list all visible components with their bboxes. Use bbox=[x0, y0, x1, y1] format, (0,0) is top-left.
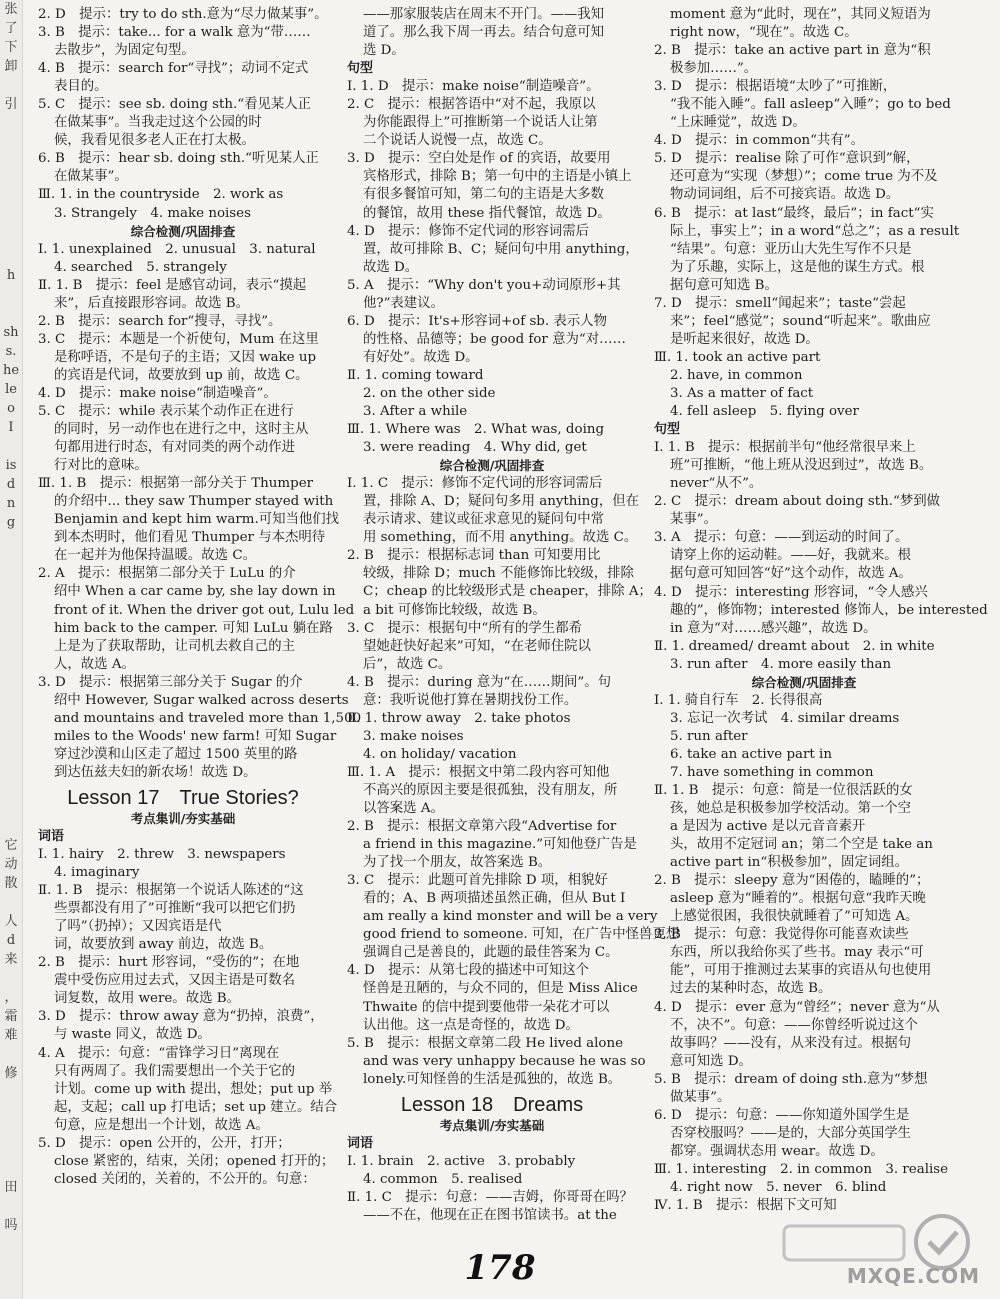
answer-line: 3. B 提示：句意：我觉得你可能喜欢读些 bbox=[654, 927, 909, 943]
answer-line: Ⅲ. 1. in the countryside 2. work as bbox=[38, 187, 284, 203]
answer-line: 故事吗？——没有，从来没有过。根据句 bbox=[670, 1035, 912, 1051]
answer-line: 6. B 提示：at last“最终，最后”；in fact“实 bbox=[654, 205, 934, 221]
answer-line: Ⅲ. 1. A 提示：根据文中第二段内容可知他 bbox=[347, 764, 610, 780]
answer-line: 与 waste 同义，故选 D。 bbox=[54, 1027, 211, 1043]
margin-fragment bbox=[0, 1083, 22, 1102]
answer-line: 3. run after 4. more easily than bbox=[670, 656, 892, 672]
margin-fragment: ， bbox=[4, 990, 18, 1005]
answer-line: am really a kind monster and will be a very bbox=[363, 909, 658, 925]
answer-line: 绍中 However, Sugar walked across deserts bbox=[54, 692, 349, 708]
answer-line: 3. After a while bbox=[363, 404, 468, 420]
answer-line: 望她赶快好起来”可知，“在老师住院以 bbox=[363, 638, 591, 654]
answer-line: 句意，应是想出一个计划，故选 A。 bbox=[54, 1117, 269, 1133]
answer-line: 2. B 提示：根据文章第六段“Advertise for bbox=[347, 819, 617, 835]
section-subheading: 综合检测/巩固排查 bbox=[751, 674, 857, 690]
margin-fragment bbox=[0, 798, 22, 817]
answer-line: 班”可推断，“他上班从没迟到过”，故选 B。 bbox=[670, 458, 933, 474]
answer-line: 为了乐趣，实际上，这是他的谋生方式。根 bbox=[670, 259, 925, 275]
answer-line: 极参加……”。 bbox=[670, 61, 758, 77]
answer-line: Ⅰ. 1. brain 2. active 3. probably bbox=[347, 1153, 576, 1169]
answer-line: 5. B 提示：dream of doing sth.意为“梦想 bbox=[654, 1071, 928, 1087]
margin-fragment: 吗 bbox=[4, 1218, 18, 1233]
column-right bbox=[654, 6, 988, 1246]
answer-line: 二个说话人说慢一点，故选 C。 bbox=[363, 133, 552, 149]
margin-fragment: 它动 bbox=[4, 838, 18, 872]
answer-line: 物动词词组，后不可接宾语。故选 D。 bbox=[670, 187, 900, 203]
answer-line: 2. A 提示：根据第二部分关于 LuLu 的介 bbox=[38, 566, 296, 582]
answer-line: 是听起来很好，故选 D。 bbox=[670, 331, 819, 347]
answer-line: 5. D 提示：realise 除了可作“意识到”解， bbox=[654, 151, 920, 167]
margin-fragment: sh bbox=[3, 325, 19, 340]
answer-line: 4. D 提示：从第七段的描述中可知这个 bbox=[347, 963, 590, 979]
margin-fragment: d bbox=[6, 477, 16, 492]
answer-line: 句都用进行时态，有对同类的两个动作进 bbox=[54, 440, 296, 456]
answer-line: 宾格形式，排除 B；第一句中的主语是小镇上 bbox=[363, 169, 632, 185]
answer-line: 行对比的意味。 bbox=[54, 458, 148, 474]
margin-fragment bbox=[0, 209, 22, 228]
answer-line: 7. D 提示：smell“闻起来”；taste“尝起 bbox=[654, 295, 906, 311]
answer-line: 5. C 提示：see sb. doing sth.“看见某人正 bbox=[38, 97, 312, 113]
margin-fragment: o bbox=[7, 401, 15, 416]
answer-line: and mountains and traveled more than 1,500 bbox=[54, 710, 362, 726]
answer-line: 较级，排除 D；much 不能修饰比较级，排除 bbox=[363, 566, 634, 582]
answer-line: Ⅰ. 1. C 提示：修饰不定代词的形容词需后 bbox=[347, 476, 603, 492]
margin-fragment: n bbox=[6, 496, 16, 511]
section-subheading: 综合检测/巩固排查 bbox=[439, 458, 545, 474]
answer-line: 不，决不”。句意：——你曾经听说过这个 bbox=[670, 1017, 918, 1033]
answer-line: ——不在，他现在正在图书馆读书。at the bbox=[363, 1207, 617, 1223]
margin-fragment: 卸 bbox=[4, 59, 18, 74]
answer-line: 上是为了获取帮助，让司机去救自己的主 bbox=[54, 638, 296, 654]
margin-fragment: s. bbox=[5, 344, 17, 359]
answer-line: him back to the camper. 可知 LuLu 躺在路 bbox=[54, 620, 333, 636]
answer-line: 4. D 提示：ever 意为“曾经”；never 意为“从 bbox=[654, 999, 940, 1015]
answer-line: Ⅱ. 1. B 提示：句意：简是一位很活跃的女 bbox=[654, 782, 913, 798]
answer-line: 4. on holiday/ vacation bbox=[363, 746, 517, 762]
answer-line: 人，故选 A。 bbox=[54, 656, 135, 672]
margin-fragment: le bbox=[5, 382, 17, 397]
margin-fragment bbox=[0, 1197, 22, 1216]
answer-line: close 紧密的，结束，关闭；opened 打开的； bbox=[54, 1153, 335, 1169]
answer-line: 选 D。 bbox=[363, 43, 405, 59]
answer-line: 东西，所以我给你买了些书。may 表示“可 bbox=[670, 945, 924, 961]
margin-fragment: is bbox=[5, 458, 17, 473]
answer-line: 些票都没有用了”可推断“我可以把它们扔 bbox=[54, 901, 296, 917]
margin-fragment: 了 bbox=[4, 21, 18, 36]
answer-line: 2. on the other side bbox=[363, 385, 496, 401]
margin-fragment: I bbox=[8, 420, 14, 435]
answer-line: 4. A 提示：句意：“雷锋学习日”离现在 bbox=[38, 1045, 280, 1061]
answer-line: 3. D 提示：根据语境“太吵了”可推断， bbox=[654, 79, 897, 95]
margin-fragment bbox=[0, 627, 22, 646]
answer-line: 2. B 提示：take an active part in 意为“积 bbox=[654, 43, 931, 59]
answer-line: 3. As a matter of fact bbox=[670, 385, 814, 401]
answer-line: Ⅱ. 1. B 提示：根据第一个说话人陈述的“这 bbox=[38, 883, 304, 899]
answer-line: 只有两周了。我们需要想出一个关于它的 bbox=[54, 1063, 296, 1079]
margin-fragment bbox=[0, 76, 22, 95]
answer-line: 2. B 提示：根据标志词 than 可知要用比 bbox=[347, 548, 601, 564]
answer-line: 3. Strangely 4. make noises bbox=[54, 205, 251, 221]
answer-line: 3. were reading 4. Why did, get bbox=[363, 440, 587, 456]
margin-fragment: 霜 bbox=[4, 1009, 18, 1024]
margin-fragment: 散 bbox=[4, 876, 18, 891]
answer-line: 2. have, in common bbox=[670, 367, 803, 383]
margin-fragment bbox=[0, 190, 22, 209]
margin-fragment bbox=[0, 893, 22, 912]
answer-line: Ⅰ. 1. 骑自行车 2. 长得很高 bbox=[654, 692, 823, 708]
section-subheading: 综合检测/巩固排查 bbox=[130, 223, 236, 239]
answer-line: 5. run after bbox=[670, 728, 748, 744]
margin-fragment: 下 bbox=[4, 40, 18, 55]
answer-line: 在一起并为他保持温暖。故选 C。 bbox=[54, 548, 256, 564]
answer-line: ——那家服装店在周末不开门。——我知 bbox=[363, 7, 605, 22]
column-middle bbox=[347, 6, 680, 1246]
answer-line: 来”；feel“感觉”；sound“听起来”。歌曲应 bbox=[670, 313, 931, 329]
margin-fragment: 田 bbox=[4, 1180, 18, 1195]
answer-line: 起，支起；call up 打电话；set up 建立。结合 bbox=[54, 1099, 338, 1115]
answer-line: a 是因为 active 是以元音音素开 bbox=[670, 819, 866, 835]
margin-fragment: 人 bbox=[4, 914, 18, 929]
answer-line: 上感觉很困，我很快就睡着了”可知选 A。 bbox=[670, 909, 919, 925]
answer-line: 的同时，另一动作也在进行之中，这时主从 bbox=[54, 422, 309, 438]
margin-fragment bbox=[0, 969, 22, 988]
answer-line: Ⅰ. 1. D 提示：make noise“制造噪音”。 bbox=[347, 79, 600, 95]
answer-line: 4. B 提示：during 意为“在……期间”。句 bbox=[347, 674, 611, 690]
answer-line: 的宾语是代词，故要放到 up 前，故选 C。 bbox=[54, 367, 309, 383]
answer-line: 4. D 提示：interesting 形容词，“令人感兴 bbox=[654, 584, 928, 600]
margin-fragment bbox=[0, 1159, 22, 1178]
margin-fragment bbox=[0, 741, 22, 760]
answer-line: 都穿。强调状态用 wear。故选 D。 bbox=[670, 1143, 884, 1159]
answer-line: 表示请求、建议或征求意见的疑问句中常 bbox=[363, 512, 605, 528]
answer-line: 能”，可用于推测过去某事的宾语从句也使用 bbox=[670, 963, 932, 979]
answer-line: Ⅰ. 1. unexplained 2. unusual 3. natural bbox=[38, 241, 316, 257]
margin-fragment bbox=[0, 665, 22, 684]
answer-line: 他?”表建议。 bbox=[363, 295, 444, 311]
section-label: 词语 bbox=[347, 1135, 374, 1151]
answer-line: “我不能入睡”。fall asleep“入睡”；go to bed bbox=[670, 97, 951, 113]
margin-fragment bbox=[0, 114, 22, 133]
margin-fragment bbox=[0, 1121, 22, 1140]
answer-line: 3. make noises bbox=[363, 728, 464, 744]
answer-line: miles to the Woods' new farm! 可知 Sugar bbox=[54, 728, 337, 744]
answer-line: 6. D 提示：句意：——你知道外国学生是 bbox=[654, 1107, 910, 1123]
answer-line: 3. C 提示：根据句中“所有的学生都希 bbox=[347, 620, 582, 636]
answer-line: a friend in this magazine.”可知他登广告是 bbox=[363, 837, 637, 853]
answer-line: Ⅱ. 1. C 提示：句意：——吉姆，你哥哥在吗？ bbox=[347, 1189, 633, 1205]
answer-line: Ⅲ. 1. took an active part bbox=[654, 349, 821, 365]
answer-line: 震中受伤应用过去式，又因主语是可数名 bbox=[54, 973, 296, 989]
answer-line: 3. A 提示：句意：——到运动的时间了。 bbox=[654, 530, 909, 546]
answer-line: 的性格、品德等；be good for 意为“对…… bbox=[363, 331, 626, 347]
margin-fragment: 引 bbox=[4, 97, 18, 112]
answer-line: 2. C 提示：根据答语中“对不起，我原以 bbox=[347, 97, 596, 113]
margin-fragment: 张 bbox=[4, 2, 18, 17]
answer-line: 过去的某种时态，故选 B。 bbox=[670, 981, 832, 997]
answer-line: Benjamin and kept him warm.可知当他们找 bbox=[54, 512, 340, 528]
lesson-heading: Lesson 17 True Stories? bbox=[67, 786, 299, 809]
margin-fragment: h bbox=[6, 268, 16, 283]
answer-line: 是称呼语，不是句子的主语；又因 wake up bbox=[54, 349, 317, 365]
answer-line: 4. searched 5. strangely bbox=[54, 259, 227, 275]
answer-line: 4. D 提示：in common“共有”。 bbox=[654, 133, 864, 149]
margin-fragment bbox=[0, 152, 22, 171]
answer-line: 用 something，而不用 anything。故选 C。 bbox=[363, 530, 638, 546]
answer-line: 3. C 提示：此题可首先排除 D 项，相貌好 bbox=[347, 873, 608, 889]
answer-line: 际上，事实上”；in a word“总之”；as a result bbox=[670, 223, 960, 239]
answer-line: 4. right now 5. never 6. blind bbox=[670, 1180, 887, 1195]
answer-line: 2. B 提示：sleepy 意为“困倦的，瞌睡的”； bbox=[654, 873, 930, 889]
answer-line: 了吗”（扔掉）；又因宾语是代 bbox=[54, 919, 222, 935]
margin-fragment: 修 bbox=[4, 1066, 18, 1081]
answer-line: moment 意为“此时，现在”，其同义短语为 bbox=[670, 7, 931, 22]
column-left bbox=[38, 6, 362, 1246]
answer-line: never“从不”。 bbox=[670, 476, 763, 492]
watermark-text: MXQE.COM bbox=[846, 1264, 980, 1288]
section-label: 句型 bbox=[347, 61, 374, 77]
margin-fragment bbox=[0, 228, 22, 247]
answer-line: “结果”。句意：亚历山大先生写作不只是 bbox=[670, 241, 912, 257]
margin-fragment bbox=[0, 589, 22, 608]
margin-fragment bbox=[0, 133, 22, 152]
answer-line: 以答案选 A。 bbox=[363, 801, 444, 817]
answer-line: 后”，故选 C。 bbox=[363, 656, 452, 672]
answer-line: closed 关闭的，关着的，不公开的。句意： bbox=[54, 1171, 316, 1187]
answer-line: 为了找一个朋友，故答案选 B。 bbox=[363, 855, 552, 871]
answer-line: good friend to someone. 可知，在广告中怪兽更想 bbox=[363, 927, 680, 943]
answer-line: 穿过沙漠和山区走了超过 1500 英里的路 bbox=[54, 746, 298, 762]
answer-line: 有好处”。故选 D。 bbox=[363, 349, 479, 365]
answer-line: 的介绍中... they saw Thumper stayed with bbox=[54, 494, 334, 510]
margin-fragment bbox=[0, 570, 22, 589]
margin-fragment: 来 bbox=[4, 952, 18, 967]
answer-line: 3. D 提示：根据第三部分关于 Sugar 的介 bbox=[38, 674, 303, 690]
answer-line: 3. C 提示：本题是一个祈使句，Mum 在这里 bbox=[38, 331, 319, 347]
answer-line: Ⅱ. 1. dreamed/ dreamt about 2. in white bbox=[654, 638, 935, 654]
answer-line: 4. fell asleep 5. flying over bbox=[670, 404, 859, 420]
answer-line: Ⅱ. 1. B 提示：feel 是感官动词，表示“摸起 bbox=[38, 277, 307, 293]
answer-line: 3. 忘记一次考试 4. similar dreams bbox=[670, 710, 900, 726]
answer-line: 6. take an active part in bbox=[670, 746, 832, 762]
answer-line: 来”，后直接跟形容词。故选 B。 bbox=[54, 295, 250, 311]
answer-line: Ⅰ. 1. B 提示：根据前半句“他经常很早来上 bbox=[654, 440, 916, 456]
margin-fragment bbox=[0, 817, 22, 836]
answer-line: active part in“积极参加”，固定词组。 bbox=[670, 855, 908, 871]
answer-line: lonely.可知怪兽的生活是孤独的，故选 B。 bbox=[363, 1071, 622, 1087]
answer-line: 强调自己是善良的，此题的最佳答案为 C。 bbox=[363, 945, 619, 961]
answer-line: 6. B 提示：hear sb. doing sth.“听见某人正 bbox=[38, 151, 319, 167]
answer-line: 2. C 提示：dream about doing sth.“梦到做 bbox=[654, 494, 941, 510]
answer-line: 绍中 When a car came by, she lay down in bbox=[54, 584, 336, 600]
answer-line: 4. imaginary bbox=[54, 865, 140, 881]
answer-line: 意可知选 D。 bbox=[670, 1053, 752, 1069]
margin-fragment bbox=[0, 779, 22, 798]
answer-line: 看的；A、B 两项描述虽然正确，但从 But I bbox=[363, 891, 626, 907]
answer-line: 5. C 提示：while 表示某个动作正在进行 bbox=[38, 403, 294, 419]
margin-fragment bbox=[0, 1102, 22, 1121]
answer-line: 趣的”，修饰物；interested 修饰人，be interested bbox=[670, 602, 988, 618]
answer-line: 的餐馆，故用 these 指代餐馆，故选 D。 bbox=[363, 205, 611, 221]
section-label: 句型 bbox=[654, 422, 681, 438]
margin-fragment bbox=[0, 551, 22, 570]
answer-line: 据句意可知选 B。 bbox=[670, 277, 778, 293]
answer-line: 头，故用不定冠词 an；第二个空是 take an bbox=[670, 837, 933, 853]
answer-line: Ⅲ. 1. Where was 2. What was, doing bbox=[347, 422, 605, 438]
answer-line: 怪兽是丑陋的，与众不同的，但是 Miss Alice bbox=[363, 981, 638, 997]
answer-line: Ⅱ. 1. throw away 2. take photos bbox=[347, 710, 571, 726]
page-number: 178 bbox=[464, 1248, 536, 1288]
answer-line: 在做某事”。当我走过这个公园的时 bbox=[54, 115, 262, 131]
answer-line: 认出他。这一点是奇怪的，故选 D。 bbox=[363, 1017, 579, 1033]
answer-line: Ⅳ. 1. B 提示：根据下文可知 bbox=[654, 1198, 837, 1214]
answer-line: Ⅰ. 1. hairy 2. threw 3. newspapers bbox=[38, 847, 286, 863]
margin-fragment bbox=[0, 285, 22, 304]
margin-fragment bbox=[0, 646, 22, 665]
left-margin-fragments bbox=[0, 0, 23, 1299]
answer-line: 词，故要放到 away 前边，故选 B。 bbox=[54, 937, 273, 953]
margin-fragment bbox=[0, 1140, 22, 1159]
answer-line: Ⅲ. 1. interesting 2. in common 3. realise bbox=[654, 1161, 949, 1177]
section-subheading: 考点集训/夯实基础 bbox=[130, 810, 236, 826]
answer-line: 6. D 提示：It's+形容词+of sb. 表示人物 bbox=[347, 313, 607, 329]
answer-line: 置，排除 A、D；疑问句多用 anything，但在 bbox=[363, 494, 640, 510]
answer-line: “上床睡觉”，故选 D。 bbox=[670, 115, 806, 131]
answer-line: 2. B 提示：hurt 形容词，“受伤的”；在地 bbox=[38, 955, 300, 971]
answer-line: 故选 D。 bbox=[363, 259, 419, 275]
margin-fragment bbox=[0, 608, 22, 627]
margin-fragment bbox=[0, 722, 22, 741]
section-label: 词语 bbox=[38, 828, 65, 844]
answer-line: 置，故可排除 B、C；疑问句中用 anything， bbox=[363, 241, 639, 257]
margin-fragment: g bbox=[6, 515, 16, 530]
answer-line: 某事”。 bbox=[670, 512, 718, 528]
margin-fragment: d bbox=[6, 933, 16, 948]
answer-line: 否穿校服吗？——是的，大部分英国学生 bbox=[670, 1125, 912, 1141]
answer-line: 5. D 提示：open 公开的，公开，打开； bbox=[38, 1135, 291, 1151]
answer-line: 3. D 提示：throw away 意为“扔掉，浪费”， bbox=[38, 1009, 324, 1025]
answer-line: 7. have something in common bbox=[670, 764, 874, 780]
answer-line: 3. D 提示：空白处是作 of 的宾语，故要用 bbox=[347, 151, 611, 167]
margin-fragment bbox=[0, 247, 22, 266]
answer-line: 5. B 提示：根据文章第二段 He lived alone bbox=[347, 1035, 624, 1051]
answer-line: 到达伍兹夫妇的新农场！故选 D。 bbox=[54, 764, 257, 780]
answer-line: 不高兴的原因主要是很孤独，没有朋友，所 bbox=[363, 782, 618, 798]
answer-line: 3. B 提示：take... for a walk 意为“带…… bbox=[38, 25, 311, 41]
answer-line: Thwaite 的信中提到要他带一朵花才可以 bbox=[363, 999, 610, 1015]
answer-line: Ⅱ. 1. coming toward bbox=[347, 367, 484, 383]
answer-line: 2. B 提示：search for“搜寻，寻找”。 bbox=[38, 313, 282, 329]
answer-line: 在做某事”。 bbox=[54, 169, 128, 185]
answer-line: front of it. When the driver got out, Lulu led bbox=[54, 602, 355, 618]
answer-line: 意：我听说他打算在暑期找份工作。 bbox=[363, 692, 578, 708]
margin-fragment bbox=[0, 703, 22, 722]
margin-fragment bbox=[0, 532, 22, 551]
answer-line: asleep 意为“睡着的”。根据句意“我昨天晚 bbox=[670, 891, 926, 907]
answer-line: Ⅲ. 1. B 提示：根据第一部分关于 Thumper bbox=[38, 476, 314, 492]
answer-line: 候，我看见很多老人正在打太极。 bbox=[54, 133, 255, 149]
margin-fragment bbox=[0, 304, 22, 323]
answer-line: 有很多餐馆可知，第二句的主语是大多数 bbox=[363, 187, 605, 203]
answer-line: 孩，她总是积极参加学校活动。第一个空 bbox=[670, 801, 912, 817]
answer-line: a bit 可修饰比较级，故选 B。 bbox=[363, 602, 546, 618]
margin-fragment bbox=[0, 437, 22, 456]
answer-line: C；cheap 的比较级形式是 cheaper，排除 A； bbox=[363, 584, 652, 600]
answer-line: in 意为“对……感兴趣”，故选 D。 bbox=[670, 620, 877, 636]
section-subheading: 考点集训/夯实基础 bbox=[439, 1117, 545, 1133]
answer-line: 5. A 提示：“Why don't you+动词原形+其 bbox=[347, 277, 621, 293]
answer-line: 道了。那么我下周一再去。结合句意可知 bbox=[363, 25, 605, 41]
margin-fragment bbox=[0, 171, 22, 190]
answer-line: and was very unhappy because he was so bbox=[363, 1053, 646, 1069]
margin-fragment: 难 bbox=[4, 1028, 18, 1043]
answer-line: 计划。come up with 提出，想处；put up 举 bbox=[54, 1081, 333, 1097]
answer-line: 为你能跟得上”可推断第一个说话人让第 bbox=[363, 115, 598, 131]
answer-line: 4. D 提示：make noise“制造噪音”。 bbox=[38, 385, 277, 401]
answer-line: 据句意可知回答“好”这个动作，故选 A。 bbox=[670, 566, 912, 582]
answer-line: 4. D 提示：修饰不定代词的形容词需后 bbox=[347, 223, 590, 239]
answer-line: 做某事”。 bbox=[670, 1089, 731, 1105]
answer-line: 4. common 5. realised bbox=[363, 1171, 523, 1187]
answer-line: 到本杰明时，他们看见 Thumper 与本杰明待 bbox=[54, 530, 326, 546]
answer-line: 去散步”，为固定句型。 bbox=[54, 43, 195, 59]
margin-fragment bbox=[0, 1045, 22, 1064]
margin-fragment: he bbox=[2, 363, 20, 378]
lesson-heading: Lesson 18 Dreams bbox=[400, 1093, 584, 1116]
answer-line: 词复数，故用 were。故选 B。 bbox=[54, 991, 240, 1007]
margin-fragment bbox=[0, 760, 22, 779]
answer-line: 表目的。 bbox=[54, 79, 108, 95]
answer-line: 请穿上你的运动鞋。——好，我就来。根 bbox=[670, 548, 912, 564]
answer-line: 4. B 提示：search for“寻找”；动词不定式 bbox=[38, 61, 309, 77]
margin-fragment bbox=[0, 684, 22, 703]
answer-line: 2. D 提示：try to do sth.意为“尽力做某事”。 bbox=[38, 7, 328, 22]
answer-line: 还可意为“实现（梦想）”；come true 为不及 bbox=[670, 169, 938, 185]
answer-line: right now，“现在”。故选 C。 bbox=[670, 25, 858, 41]
watermark-logo bbox=[764, 1208, 990, 1292]
